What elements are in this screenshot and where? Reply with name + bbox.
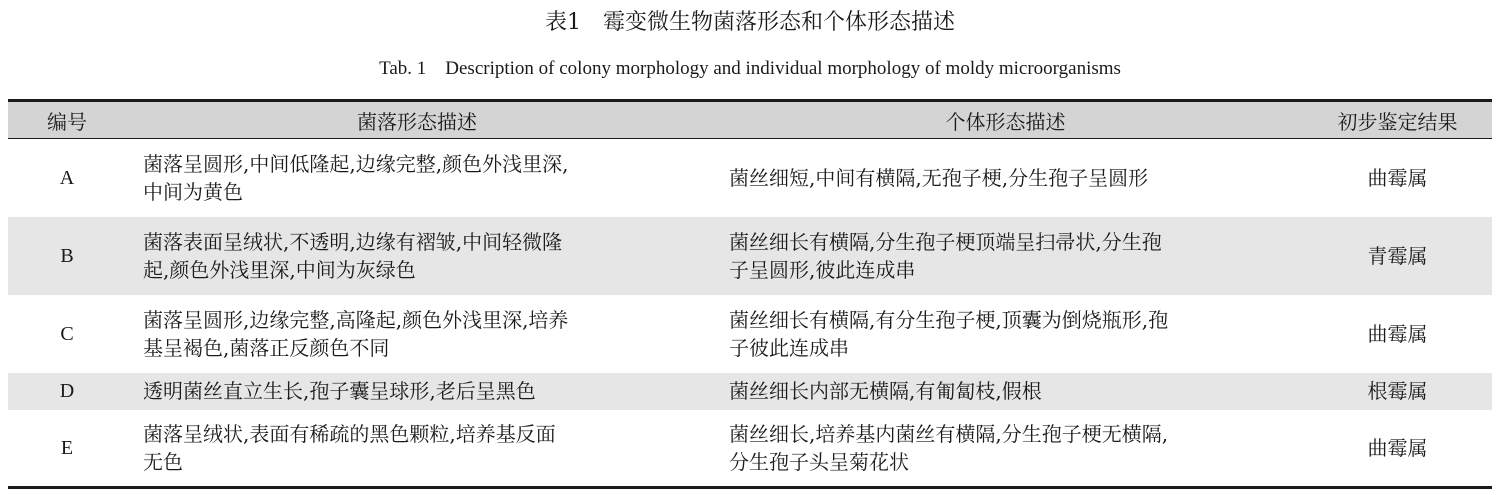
- colony-description: [126, 410, 708, 488]
- row-id: B: [60, 244, 74, 267]
- colony-line: 菌落呈圆形,边缘完整,高隆起,颜色外浅里深,培养: [143, 307, 569, 332]
- individual-line: 菌丝细短,中间有横隔,无孢子梗,分生孢子呈圆形: [729, 165, 1149, 190]
- colony-line: 基呈褐色,菌落正反颜色不同: [143, 335, 390, 360]
- colony-line: 无色: [143, 449, 183, 474]
- individual-line: 子彼此连成串: [729, 335, 849, 360]
- table-row: [8, 410, 1492, 488]
- table-header-row: [8, 101, 1492, 139]
- row-id: A: [59, 166, 75, 189]
- colony-line: 透明菌丝直立生长,孢子囊呈球形,老后呈黑色: [143, 379, 536, 403]
- header-colony-morphology: 菌落形态描述: [126, 101, 708, 139]
- individual-description: [708, 410, 1303, 488]
- colony-description: [126, 217, 708, 295]
- row-id: E: [60, 436, 74, 459]
- colony-line: 中间为黄色: [143, 179, 243, 204]
- individual-line: 菌丝细长内部无横隔,有匍匐枝,假根: [729, 379, 1042, 403]
- identification-result: 曲霉属: [1367, 165, 1428, 190]
- individual-line: 子呈圆形,彼此连成串: [729, 257, 916, 282]
- colony-line: 菌落呈绒状,表面有稀疏的黑色颗粒,培养基反面: [143, 421, 556, 446]
- individual-description: [708, 295, 1303, 373]
- individual-description: [708, 139, 1303, 217]
- individual-line: 菌丝细长有横隔,有分生孢子梗,顶囊为倒烧瓶形,孢: [729, 307, 1169, 332]
- colony-line: 菌落呈圆形,中间低隆起,边缘完整,颜色外浅里深,: [143, 151, 569, 176]
- row-id: D: [59, 380, 75, 402]
- header-individual-morphology: 个体形态描述: [708, 101, 1303, 139]
- header-id: 编号: [8, 101, 126, 139]
- table-title-chinese: 表1 霉变微生物菌落形态和个体形态描述: [545, 10, 955, 35]
- identification-result: 曲霉属: [1367, 435, 1428, 460]
- colony-line: 起,颜色外浅里深,中间为灰绿色: [143, 257, 416, 282]
- morphology-table: [8, 99, 1492, 489]
- colony-description: [126, 373, 708, 410]
- header-identification-result: 初步鉴定结果: [1303, 101, 1492, 139]
- identification-result: 青霉属: [1367, 243, 1428, 268]
- table-row: [8, 373, 1492, 410]
- individual-description: [708, 217, 1303, 295]
- table-row: [8, 139, 1492, 217]
- colony-line: 菌落表面呈绒状,不透明,边缘有褶皱,中间轻微隆: [143, 229, 563, 254]
- row-id: C: [60, 322, 74, 345]
- identification-result: 曲霉属: [1367, 321, 1428, 346]
- individual-line: 菌丝细长,培养基内菌丝有横隔,分生孢子梗无横隔,: [729, 421, 1169, 446]
- individual-line: 菌丝细长有横隔,分生孢子梗顶端呈扫帚状,分生孢: [729, 229, 1162, 254]
- colony-description: [126, 295, 708, 373]
- table-row: [8, 295, 1492, 373]
- table-row: [8, 217, 1492, 295]
- identification-result: 根霉属: [1367, 379, 1428, 403]
- table-title-english: Tab. 1 Description of colony morphology and individual morphology of moldy microorganisms: [379, 58, 1121, 79]
- colony-description: [126, 139, 708, 217]
- individual-description: [708, 373, 1303, 410]
- individual-line: 分生孢子头呈菊花状: [729, 449, 909, 474]
